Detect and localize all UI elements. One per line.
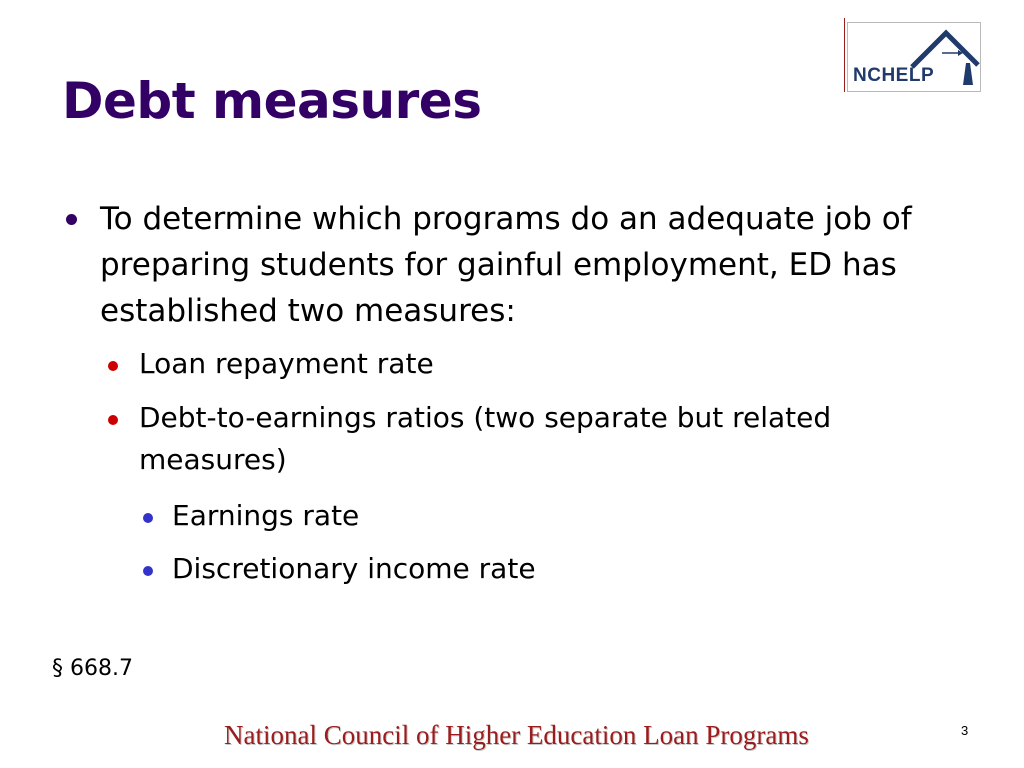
logo-frame xyxy=(847,22,981,92)
bullet-text: Loan repayment rate xyxy=(139,347,434,380)
bullet-text: Discretionary income rate xyxy=(172,552,536,585)
bullet-level2 xyxy=(139,343,969,385)
logo-text: NCHELP xyxy=(853,65,935,86)
bullet-level1 xyxy=(100,196,960,334)
bullet-text: To determine which programs do an adequate job of preparing students for gainful employment, ED has established two measures: xyxy=(100,201,912,329)
bullet-dot-icon xyxy=(143,513,153,523)
bullet-text: Earnings rate xyxy=(172,499,360,532)
bullet-dot-icon xyxy=(108,361,118,371)
bullet-level2 xyxy=(139,397,969,481)
bullet-level3 xyxy=(172,495,952,537)
bullet-dot-icon xyxy=(143,566,153,576)
nchelp-logo xyxy=(844,18,982,92)
regulation-citation: § 668.7 xyxy=(52,656,133,681)
page-number: 3 xyxy=(961,723,969,738)
bullet-text: Debt-to-earnings ratios (two separate but related measures) xyxy=(139,401,832,476)
slide-title: Debt measures xyxy=(62,72,482,130)
bullet-level3 xyxy=(172,548,952,590)
footer-organization: National Council of Higher Education Loan Programs xyxy=(224,720,809,750)
bullet-dot-icon xyxy=(66,214,77,225)
bullet-dot-icon xyxy=(108,415,118,425)
